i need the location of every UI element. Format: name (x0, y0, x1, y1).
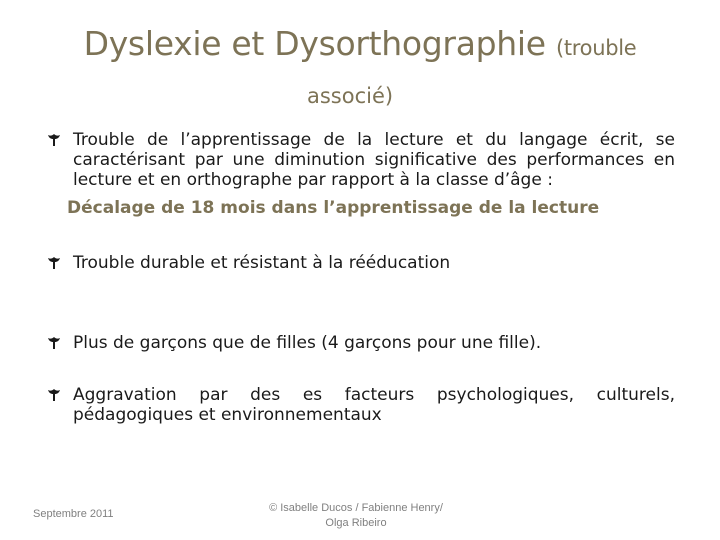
bullet-text-3: Plus de garçons que de filles (4 garçons pour une fille). (73, 333, 542, 353)
bullet-text-1: Trouble de l’apprentissage de la lecture et du langage écrit, se caractérisant par une diminution significative des performances en lecture et en orthographe par rapport à la classe d’âge : (73, 130, 675, 190)
footer-credit (250, 501, 462, 531)
bullet-text-4: Aggravation par des es facteurs psychologiques, culturels, pédagogiques et environnementaux (73, 385, 675, 425)
fleuron-icon (45, 386, 63, 404)
bullet-text-2: Trouble durable et résistant à la rééducation (73, 253, 451, 273)
fleuron-icon (45, 131, 63, 149)
fleuron-icon (45, 254, 63, 272)
slide-title-main: Dyslexie et Dysorthographie (83, 24, 546, 63)
footer-credit-line2: Olga Ribeiro (325, 517, 387, 529)
bullet-highlight: Décalage de 18 mois dans l’apprentissage de la lecture (67, 198, 600, 218)
bullet-item-4 (45, 385, 675, 425)
fleuron-icon (45, 334, 63, 352)
bullet-item-3 (45, 333, 675, 353)
footer-date: Septembre 2011 (33, 508, 114, 520)
slide-title-sub-line2: associé) (307, 84, 394, 108)
bullet-item-1 (45, 130, 675, 190)
bullet-item-2 (45, 253, 675, 273)
slide-title (0, 22, 720, 70)
footer-credit-line1: © Isabelle Ducos / Fabienne Henry/ (269, 502, 443, 514)
slide-title-sub: (trouble (555, 36, 637, 60)
